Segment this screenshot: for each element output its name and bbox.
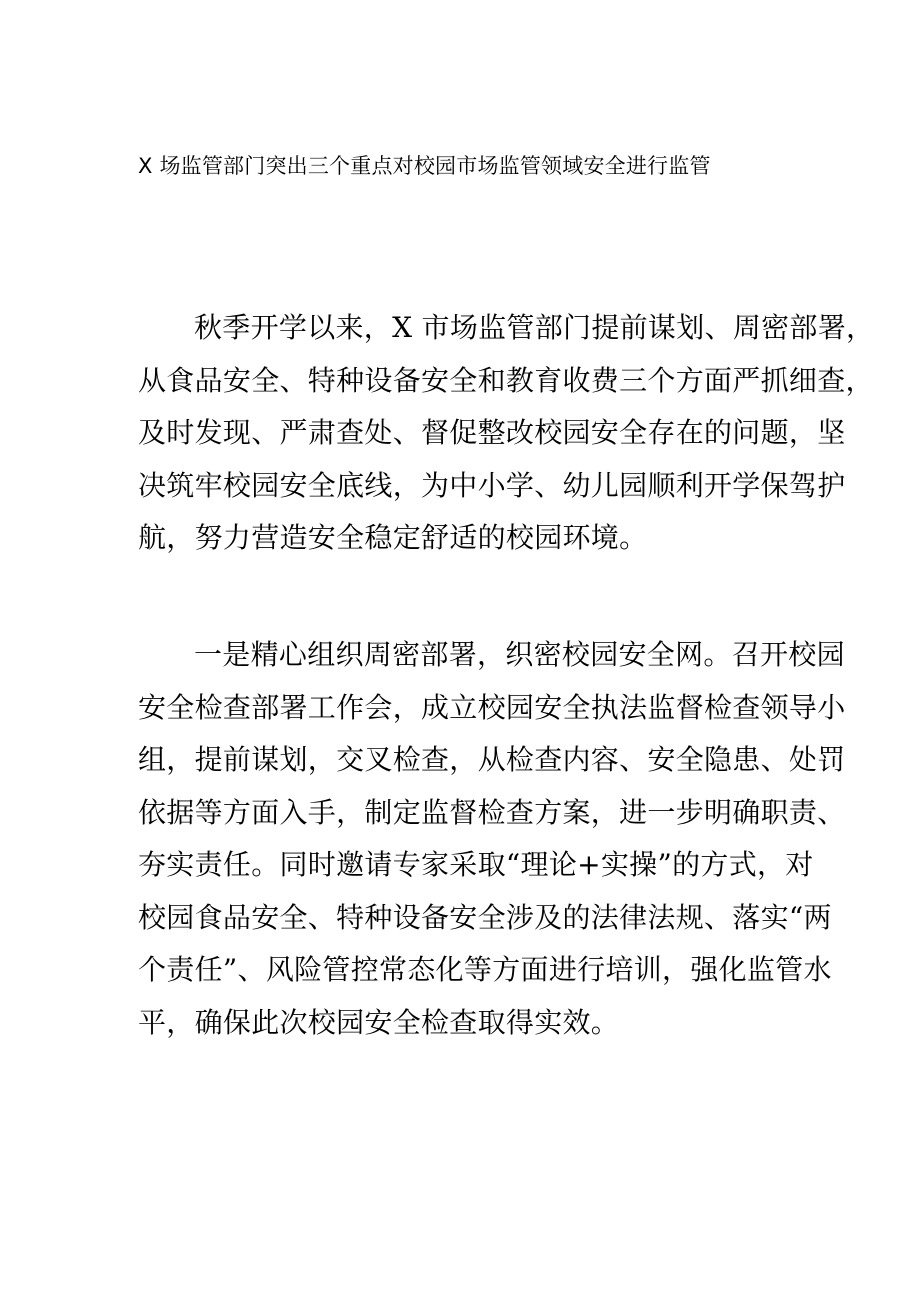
paragraph-line: 组，提前谋划，交叉检查，从检查内容、安全隐患、处罚 [138,743,846,776]
paragraph-line: 决筑牢校园安全底线，为中小学、幼儿园顺利开学保驾护 [138,468,846,502]
paragraph-intro [138,302,875,565]
paragraph-point-one [138,629,846,1049]
paragraph-line: 从食品安全、特种设备安全和教育收费三个方面严抓细查， [138,363,874,397]
document-title: X 场监管部门突出三个重点对校园市场监管领域安全进行监管 [138,154,711,178]
paragraph-line: 依据等方面入手，制定监督检查方案，进一步明确职责、 [138,795,846,829]
paragraph-line: 校园食品安全、特种设备安全涉及的法律法规、落实“两 [138,900,832,934]
paragraph-line: 航，努力营造安全稳定舒适的校园环境。 [138,521,648,554]
paragraph-line: 及时发现、严肃查处、督促整改校园安全存在的问题，坚 [138,416,846,449]
paragraph-line: 平，确保此次校园安全检查取得实效。 [138,1005,620,1039]
paragraph-line: 秋季开学以来，X 市场监管部门提前谋划、周密部署， [194,311,875,344]
paragraph-line: 个责任”、风险管控常态化等方面进行培训，强化监管水 [138,953,832,986]
paragraph-line: 安全检查部署工作会，成立校园安全执法监督检查领导小 [138,690,846,724]
paragraph-line: 夯实责任。同时邀请专家采取“理论+实操”的方式，对 [138,848,814,881]
paragraph-line: 一是精心组织周密部署，织密校园安全网。召开校园 [194,638,845,671]
